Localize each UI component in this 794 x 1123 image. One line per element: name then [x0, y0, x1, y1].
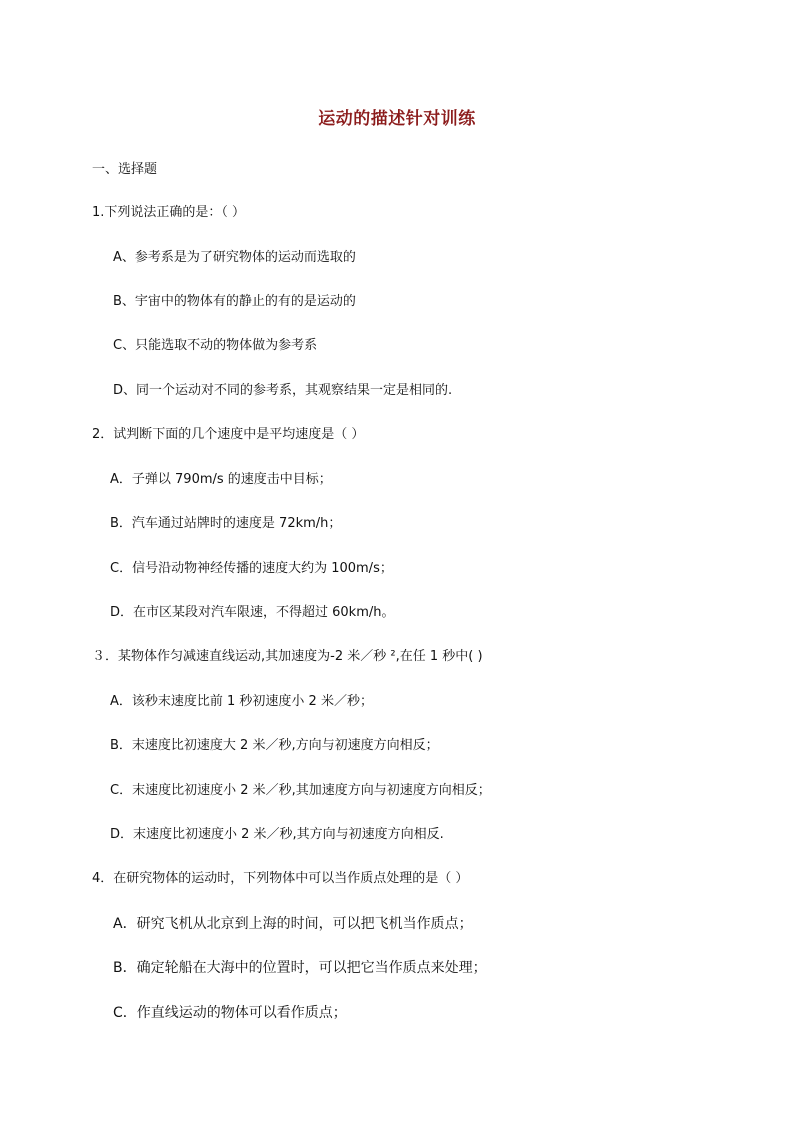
question-2-option-a: A．子弹以 790m/s 的速度击中目标； — [110, 472, 332, 487]
question-1-option-a: A、参考系是为了研究物体的运动而选取的 — [113, 250, 356, 265]
question-4-stem: 4．在研究物体的运动时，下列物体中可以当作质点处理的是（ ） — [92, 871, 469, 886]
question-1-stem: 1.下列说法正确的是：（ ） — [92, 205, 246, 220]
question-1-option-c: C、只能选取不动的物体做为参考系 — [113, 338, 318, 353]
question-3-option-d: D．末速度比初速度小 2 米／秒,其方向与初速度方向相反. — [110, 827, 444, 842]
question-3-option-c: C．末速度比初速度小 2 米／秒,其加速度方向与初速度方向相反； — [110, 783, 491, 798]
question-3-option-a: A．该秒末速度比前 1 秒初速度小 2 米／秒； — [110, 694, 373, 709]
question-1-option-b: B、宇宙中的物体有的静止的有的是运动的 — [113, 294, 356, 309]
question-4-option-b: B．确定轮船在大海中的位置时，可以把它当作质点来处理； — [113, 960, 487, 976]
question-2-stem: 2．试判断下面的几个速度中是平均速度是（ ） — [92, 427, 365, 442]
question-3-stem: ３．某物体作匀减速直线运动,其加速度为-2 米／秒 ²,在任 1 秒中( ) — [92, 649, 483, 664]
question-2-option-b: B．汽车通过站牌时的速度是 72km/h； — [110, 516, 342, 531]
document-title: 运动的描述针对训练 — [318, 109, 476, 129]
question-4-option-c: C．作直线运动的物体可以看作质点； — [113, 1005, 347, 1021]
question-3-option-b: B．末速度比初速度大 2 米／秒,方向与初速度方向相反； — [110, 738, 439, 753]
question-2-option-c: C．信号沿动物神经传播的速度大约为 100m/s； — [110, 561, 393, 576]
section-heading: 一、选择题 — [92, 162, 158, 177]
question-1-option-d: D、同一个运动对不同的参考系，其观察结果一定是相同的. — [113, 383, 453, 398]
question-2-option-d: D．在市区某段对汽车限速，不得超过 60km/h。 — [110, 605, 395, 620]
question-4-option-a: A．研究飞机从北京到上海的时间，可以把飞机当作质点； — [113, 916, 473, 932]
